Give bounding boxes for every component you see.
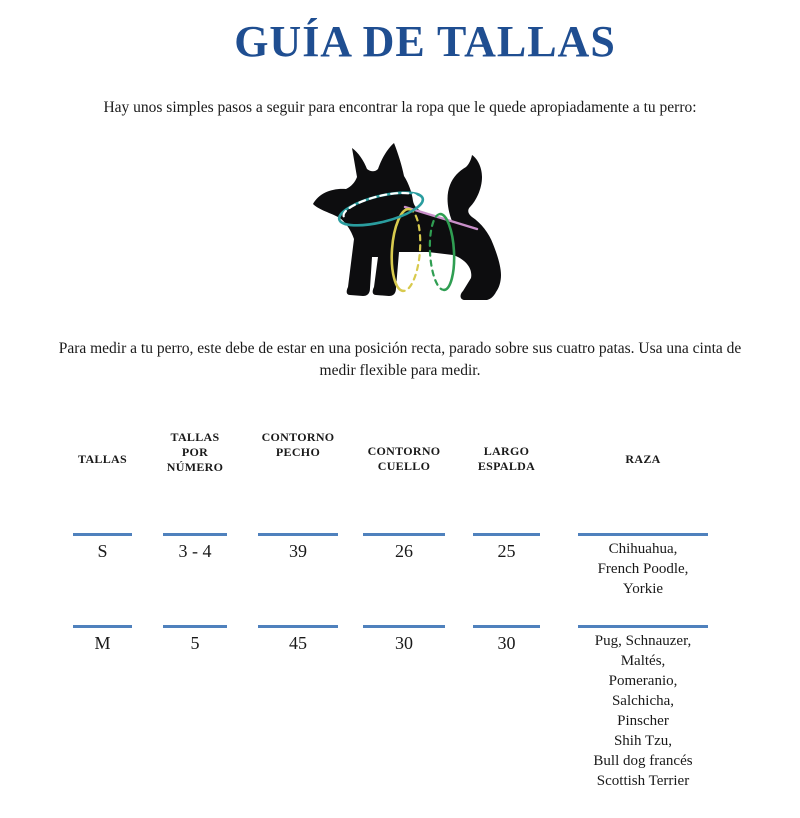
size-table xyxy=(73,428,800,791)
breed-line: Shih Tzu, xyxy=(613,733,673,749)
breed-line: Yorkie xyxy=(622,581,664,597)
intro-text: Hay unos simples pasos a seguir para encontrar la ropa que le quede apropiadamente a tu perro: xyxy=(103,99,697,116)
breed-line: Bull dog francés xyxy=(593,753,693,769)
page-title: GUÍA DE TALLAS xyxy=(234,17,616,66)
cell-raza-s xyxy=(578,533,708,625)
cell-raza-m xyxy=(578,625,708,791)
col-header-tallas: TALLAS xyxy=(78,451,127,466)
size-guide xyxy=(0,18,800,791)
col-header-largo-espalda: LARGO ESPALDA xyxy=(477,444,536,473)
cell-espalda-s: 25 xyxy=(473,533,540,625)
breed-line: Pinscher xyxy=(617,713,669,729)
breed-line: Pomeranio, xyxy=(608,673,678,689)
cell-numero-m: 5 xyxy=(163,625,227,791)
breed-line: Scottish Terrier xyxy=(596,773,690,789)
breed-line: Maltés, xyxy=(620,653,666,669)
col-header-contorno-pecho: CONTORNO PECHO xyxy=(261,430,335,459)
cell-cuello-s: 26 xyxy=(363,533,445,625)
breed-line: Salchicha, xyxy=(611,693,675,709)
breed-line: Chihuahua, xyxy=(608,541,678,557)
col-header-contorno-cuello: CONTORNO CUELLO xyxy=(367,444,441,473)
col-header-raza: RAZA xyxy=(625,451,661,466)
dog-measurement-diagram xyxy=(0,140,800,310)
cell-talla-m: M xyxy=(73,625,132,791)
measuring-note: Para medir a tu perro, este debe de estar en una posición recta, parado sobre sus cuatro patas. Usa una cinta de medir flexible para medir. xyxy=(58,340,742,379)
breed-line: French Poodle, xyxy=(597,561,689,577)
cell-espalda-m: 30 xyxy=(473,625,540,791)
cell-pecho-s: 39 xyxy=(258,533,338,625)
cell-pecho-m: 45 xyxy=(258,625,338,791)
breed-line: Pug, Schnauzer, xyxy=(594,633,692,649)
cell-numero-s: 3 - 4 xyxy=(163,533,227,625)
col-header-tallas-por-numero: TALLAS POR NÚMERO xyxy=(166,430,224,474)
size-guide-page xyxy=(0,18,800,818)
dog-diagram-svg xyxy=(305,140,513,310)
cell-talla-s: S xyxy=(73,533,132,625)
cell-cuello-m: 30 xyxy=(363,625,445,791)
